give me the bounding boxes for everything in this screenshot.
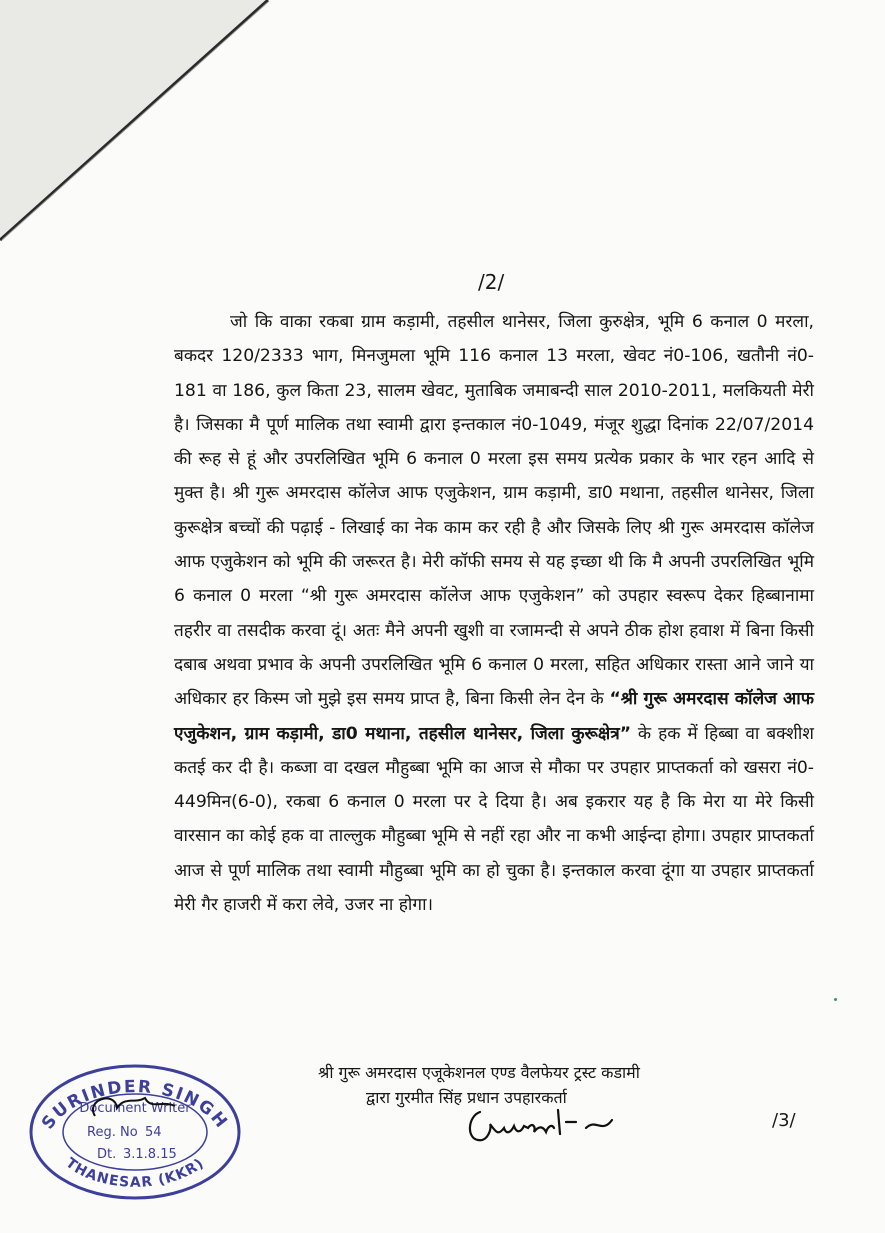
next-page-marker: /3/: [772, 1110, 796, 1131]
ink-dot: [834, 998, 837, 1001]
stamp-date-label: Dt.: [97, 1147, 117, 1162]
stamp-place: THANESAR (KKR): [62, 1155, 208, 1191]
page-number: /2/: [478, 270, 505, 294]
handwritten-signature-icon: [462, 1098, 632, 1150]
stamp-reg-label: Reg. No: [87, 1125, 138, 1140]
signatory-line-1: श्री गुरू अमरदास एजूकेशनल एण्ड वैलफेयर ट्रस्ट कडामी: [318, 1063, 640, 1082]
stamp-role: Document Writer: [79, 1101, 191, 1116]
body-text-part-2: के हक में हिब्बा वा बक्शीश कतई कर दी है। कब्जा वा दखल मौहुब्बा भूमि का आज से मौका पर उपहार प्राप्तकर्ता को खसरा नं0-449मिन(6-0), रकबा 6 कनाल 0 मरला पर दे दिया है। अब इकरार यह है कि मेरा या मेरे किसी वारसान का कोई हक वा ताल्लुक मौहुब्बा भूमि से नहीं रहा और ना कभी आईन्दा होगा। उपहार प्राप्तकर्ता आज से पूर्ण मालिक तथा स्वामी मौहुब्बा भूमि का हो चुका है। इन्तकाल करवा दूंगा या उपहार प्राप्तकर्ता मेरी गैर हाजरी में करा लेवे, उजर ना होगा।: [174, 723, 814, 916]
stamp-name: SURINDER SINGH: [38, 1077, 232, 1134]
stamp-reg-value: 54: [145, 1125, 162, 1140]
deed-body-paragraph: [174, 305, 814, 922]
stamp-date-value: 3.1.8.15: [123, 1147, 177, 1162]
body-text-part-1: जो कि वाका रकबा ग्राम कड़ामी, तहसील थानेसर, जिला कुरुक्षेत्र, भूमि 6 कनाल 0 मरला, बकदर 120/2333 भाग, मिनजुमला भूमि 116 कनाल 13 मरला, खेवट नं0-106, खतौनी नं0-181 वा 186, कुल किता 23, सालम खेवट, मुताबिक जमाबन्दी साल 2010-2011, मलकियती मेरी है। जिसका मै पूर्ण मालिक तथा स्वामी द्वारा इन्तकाल नं0-1049, मंजूर शुद्धा दिनांक 22/07/2014 की रूह से हूं और उपरलिखित भूमि 6 कनाल 0 मरला इस समय प्रत्येक प्रकार के भार रहन आदि से मुक्त है। श्री गुरू अमरदास कॉलेज आफ एजुकेशन, ग्राम कड़ामी, डा0 मथाना, तहसील थानेसर, जिला कुरूक्षेत्र बच्चों की पढ़ाई - लिखाई का नेक काम कर रही है और जिसके लिए श्री गुरू अमरदास कॉलेज आफ एजुकेशन को भूमि की जरूरत है। मेरी कॉफी समय से यह इच्छा थी कि मै अपनी उपरलिखित भूमि 6 कनाल 0 मरला “श्री गुरू अमरदास कॉलेज आफ एजुकेशन” को उपहार स्वरूप देकर हिब्बानामा तहरीर वा तसदीक करवा दूं। अतः मैने अपनी खुशी वा रजामन्दी से अपने ठीक होश हवाश में बिना किसी दबाब अथवा प्रभाव के अपनी उपरलिखित भूमि 6 कनाल 0 मरला, सहित अधिकार रास्ता आने जाने या अधिकार हर किस्म जो मुझे इस समय प्राप्त है, बिना किसी लेन देन के: [174, 312, 814, 710]
document-writer-stamp: [25, 1060, 245, 1200]
recipient-name-bold: “श्री गुरू अमरदास कॉलेज आफ एजुकेशन, ग्राम कड़ामी, डा0 मथाना, तहसील थानेसर, जिला कुरूक्षेत्र”: [174, 689, 814, 744]
signatory-line-2: द्वारा गुरमीत सिंह प्रधान उपहारकर्ता: [366, 1088, 567, 1107]
